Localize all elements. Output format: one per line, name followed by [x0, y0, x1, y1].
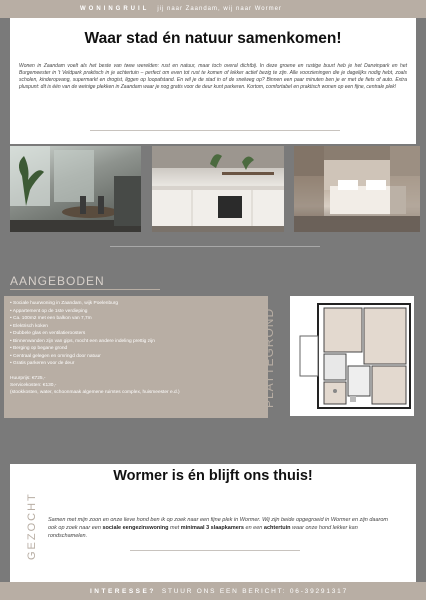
- divider: [110, 246, 320, 247]
- service-costs-detail: (stookkosten, water, schoonmaak algemene ruimtes complex, huismeester e.d.): [10, 389, 180, 395]
- feature-item: • Appartement op de 1ste verdieping: [10, 308, 88, 314]
- footer-bar: [0, 582, 426, 600]
- intro-title: Waar stad én natuur samenkomen!: [84, 30, 342, 47]
- wanted-card: [10, 464, 416, 582]
- feature-item: • Sociale huurwoning in Zaandam, wijk Poelenburg: [10, 301, 119, 306]
- wanted-title: Wormer is én blijft ons thuis!: [113, 468, 313, 484]
- floorplan-image: [290, 296, 414, 416]
- offer-title-underline: [10, 289, 160, 290]
- wanted-text: Samen met mijn zoon en onze lieve hond ben ik op zoek naar een fijne plek in Wormer. Wij zijn beide opgegroeid in Wormer en zijn daarom ook op zoek naar een sociale eengezinswoning met minimaal 3 slaapkamers en een achtertuin waar onze hond lekker kan rondschamelen.: [48, 517, 389, 539]
- photo-bedroom: [294, 146, 420, 232]
- floorplan-label: PLATTEGROND: [262, 307, 276, 408]
- footer-contact: STUUR ONS EEN BERICHT: 06-39291317: [161, 587, 349, 595]
- photo-strip: [0, 146, 426, 232]
- rent-price: Huurprijs: €725,-: [10, 375, 46, 381]
- feature-item: • Ca. 100m2 met een balkon van 7,7m: [10, 316, 92, 321]
- feature-item: • Berging op begane grond: [10, 346, 68, 351]
- wanted-side-label: GEZOCHT: [26, 492, 38, 560]
- feature-item: • Binnenwanden zijn van gips, mocht een andere indeling prettig zijn: [10, 338, 155, 344]
- photo-kitchen: [152, 146, 284, 232]
- feature-item: • Gratis parkeren voor de deur: [10, 361, 75, 366]
- photo-living-room: [10, 146, 141, 232]
- offer-details: [4, 296, 268, 418]
- intro-card: [10, 18, 416, 144]
- footer-cta: INTERESSE?: [90, 587, 156, 595]
- service-costs: Servicekosten: €130,-: [10, 382, 57, 388]
- header-tagline: jij naar Zaandam, wij naar Wormer: [157, 6, 282, 12]
- wanted-highlight: achtertuin: [263, 525, 291, 531]
- divider: [90, 130, 340, 131]
- feature-item: • Centraal gelegen en omringd door natuur: [10, 353, 101, 359]
- divider: [130, 550, 300, 551]
- feature-item: • Elektrisch koken: [10, 323, 48, 329]
- brand-title: WONINGRUIL: [80, 6, 150, 12]
- feature-item: • Dubbele glas en ventilatieroosters: [10, 331, 86, 336]
- intro-text: Wonen in Zaandam voelt als het beste van twee werelden: rust en natuur, maar toch overal dichtbij. In deze groene en rustige buurt heb je het Darwinpark en het Burgemeester in 't Veldpark praktisch in je achtertuin – perfect om even tot rust te komen of lekker actief bezig te zijn. Alle voorzieningen die je dagelijks nodig hebt, zoals scholen, kinderopvang, supermarkt en drogist, liggen op loopafstand. En wil je de stad in of de snelweg op? Binnen een paar minuten ben je er met de fiets of auto. Extra pluspunt: dit is één van de weinige plekken in Zaandam waar je nog gratis voor de deur kunt parkeren. Kortom, comfortabel en praktisch wonen op een fijne, centrale plek!: [19, 63, 407, 90]
- wanted-highlight: minimaal 3 slaapkamers: [180, 525, 244, 531]
- wanted-highlight: sociale eengezinswoning: [102, 525, 169, 531]
- offer-title: AANGEBODEN: [10, 274, 105, 288]
- header-bar: [0, 0, 426, 18]
